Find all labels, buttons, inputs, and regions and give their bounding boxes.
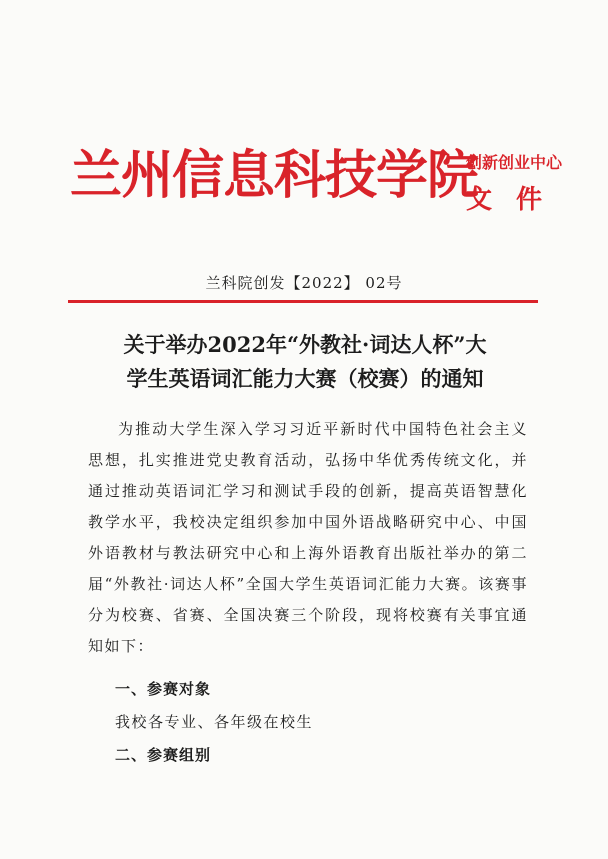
section-heading-participants: 一、参赛对象: [115, 680, 212, 698]
red-header-rule: [68, 300, 538, 303]
issuing-department: 创新创业中心: [466, 153, 563, 172]
document-type-label: 文件: [466, 185, 567, 215]
section-text-participants: 我校各专业、各年级在校生: [115, 713, 314, 731]
intro-paragraph: 为推动大学生深入学习习近平新时代中国特色社会主义思想，扎实推进党史教育活动，弘扬中华优秀传统文化，并通过推动英语词汇学习和测试手段的创新，提高英语智慧化教学水平，我校决定组织参加中国外语战略研究中心、中国外语教材与教法研究中心和上海外语教育出版社举办的第二届“外教社·词达人杯”全国大学生英语词汇能力大赛。该赛事分为校赛、省赛、全国决赛三个阶段，现将校赛有关事宜通知如下：: [88, 420, 528, 655]
notice-title-line-2: 学生英语词汇能力大赛（校赛）的通知: [126, 366, 484, 391]
section-heading-groups: 二、参赛组别: [115, 746, 212, 764]
notice-title: [70, 328, 540, 396]
document-type-block: [466, 153, 567, 215]
issuing-institution-name: 兰州信息科技学院: [70, 146, 479, 206]
notice-title-line-1: 关于举办2022年“外教社·词达人杯”大: [123, 332, 487, 357]
document-number: 兰科院创发【2022】 02号: [205, 274, 403, 292]
notice-body: [88, 414, 528, 662]
